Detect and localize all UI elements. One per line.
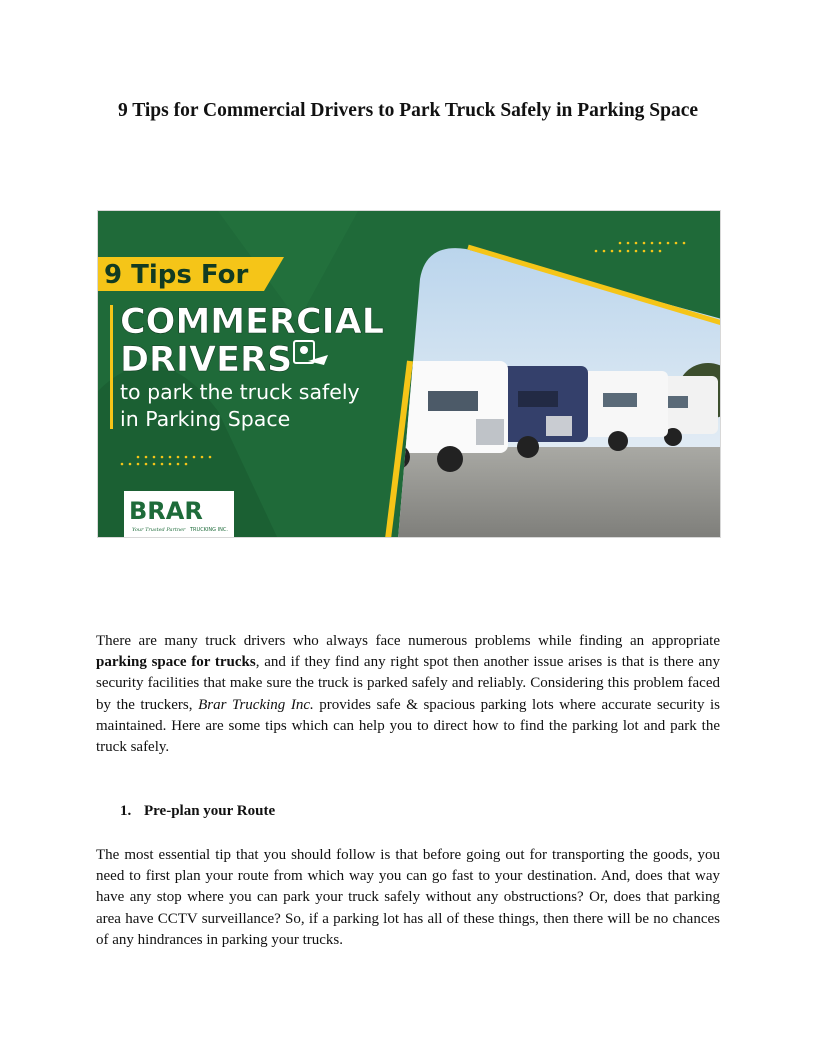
logo-subtext: TRUCKING INC. (190, 527, 228, 533)
intro-text-3: provides safe & spacious parking lots where accurate security is maintained. Here are some tips which can help you to direct how to find the parking lot and park the truck safely. (96, 696, 720, 756)
banner-heading-line1: COMMERCIAL (120, 302, 385, 342)
logo-text: BRAR (129, 497, 203, 525)
section-heading-text: Pre-plan your Route (144, 803, 276, 819)
section1-paragraph: The most essential tip that you should follow is that before going out for transporting the goods, you need to first plan your route from which way you can go fast to your destination. And, does that way have any stop where you can park your truck safely without any obstructions? Or, does that parking area have CCTV surveillance? So, if a parking lot has all of these things, then there will be no chances of any hindrances in parking your trucks. (96, 847, 720, 948)
banner-subheading-line1: to park the truck safely (120, 380, 360, 404)
list-number: 1. (120, 803, 132, 819)
section-heading-1 (120, 801, 275, 822)
intro-paragraph (96, 631, 720, 758)
logo-tagline: Your Trusted Partner (132, 527, 186, 533)
banner-heading-line2: DRIVERS (120, 340, 293, 380)
banner-vertical-accent (110, 305, 113, 429)
banner-subheading-line2: in Parking Space (120, 407, 291, 431)
intro-text-2: , and if they find any right spot then another issue arises is that is there any security facilities that make sure the truck is parked safely and reliably. Considering this problem faced by the truckers, (96, 654, 721, 713)
intro-text-1: There are many truck drivers who always face numerous problems while finding an appropriate (96, 633, 720, 649)
hero-banner-image (97, 210, 721, 538)
intro-bold-link-text: parking space for trucks (96, 654, 256, 671)
brar-logo (124, 491, 234, 537)
intro-company-name: Brar Trucking Inc. (198, 696, 314, 713)
banner-tag-text: 9 Tips For (104, 260, 249, 290)
page-title: 9 Tips for Commercial Drivers to Park Truck Safely in Parking Space (117, 100, 699, 121)
